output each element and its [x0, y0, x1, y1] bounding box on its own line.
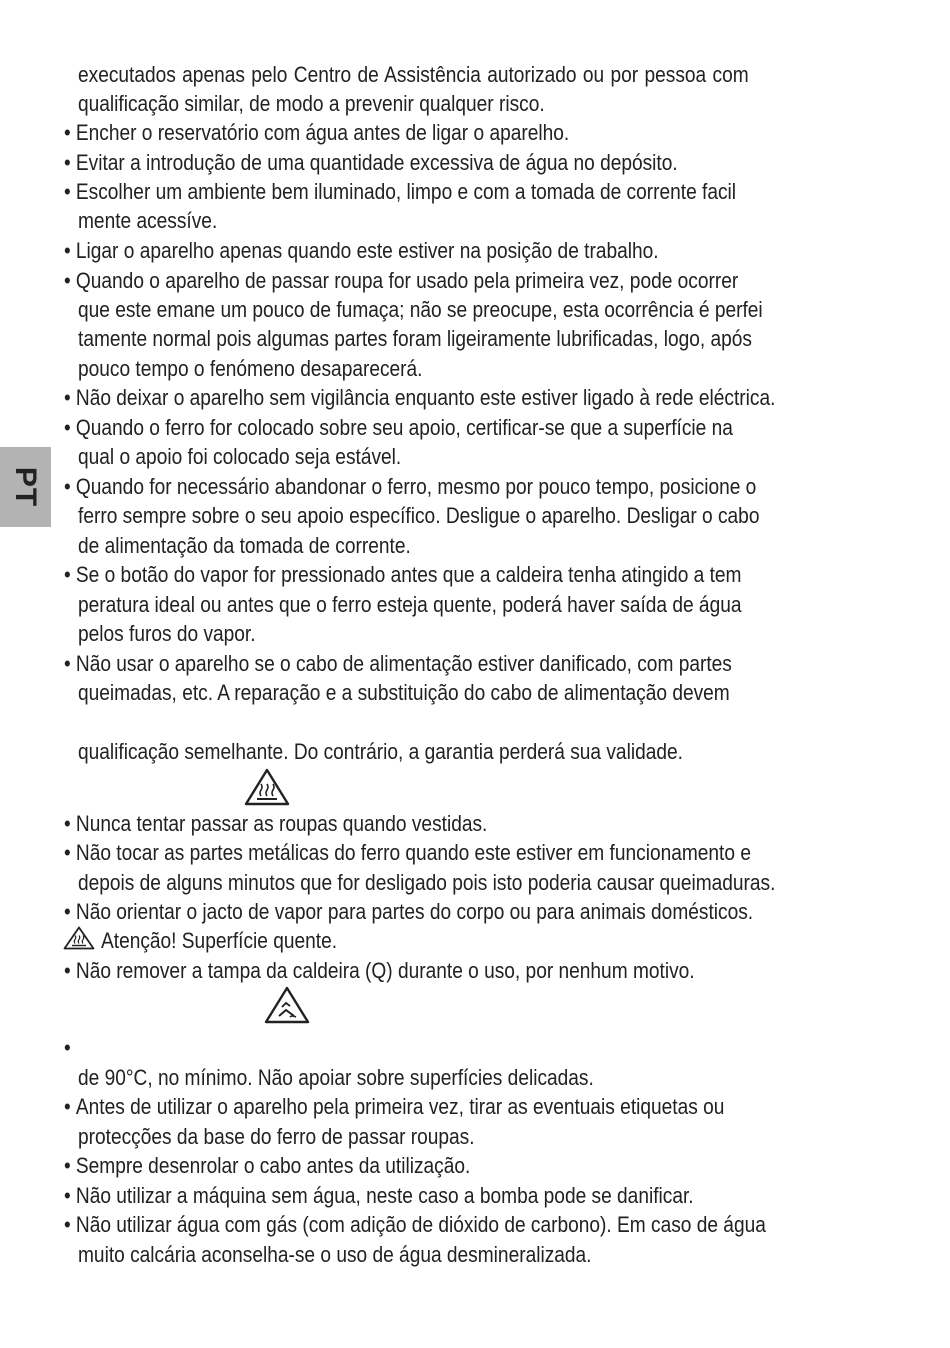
list-item-bullet: •	[64, 1035, 71, 1060]
hand-burn-warning-icon	[264, 986, 310, 1024]
text-line: queimadas, etc. A reparação e a substituição do cabo de alimentação devem	[78, 680, 730, 705]
text-line: de alimentação da tomada de corrente.	[78, 533, 411, 558]
text-line: Atenção! Superfície quente.	[101, 928, 338, 953]
list-item: • Não utilizar água com gás (com adição de dióxido de carbono). Em caso de água	[64, 1212, 766, 1237]
list-item: • Encher o reservatório com água antes de ligar o aparelho.	[64, 120, 570, 145]
language-tab	[0, 447, 51, 527]
text-line: ferro sempre sobre o seu apoio específico. Desligue o aparelho. Desligar o cabo	[78, 503, 760, 528]
list-item: • Sempre desenrolar o cabo antes da utilização.	[64, 1153, 471, 1178]
list-item: • Não orientar o jacto de vapor para partes do corpo ou para animais domésticos.	[64, 899, 754, 924]
text-line: muito calcária aconselha-se o uso de água desmineralizada.	[78, 1242, 592, 1267]
language-tab-label: PT	[9, 466, 43, 508]
text-line: qualificação similar, de modo a prevenir qualquer risco.	[78, 91, 545, 116]
list-item: • Nunca tentar passar as roupas quando vestidas.	[64, 811, 488, 836]
text-line: qual o apoio foi colocado seja estável.	[78, 444, 402, 469]
list-item: • Ligar o aparelho apenas quando este estiver na posição de trabalho.	[64, 238, 659, 263]
list-item: • Não usar o aparelho se o cabo de alimentação estiver danificado, com partes	[64, 651, 732, 676]
text-line: depois de alguns minutos que for desligado pois isto poderia causar queimaduras.	[78, 870, 776, 895]
text-line: tamente normal pois algumas partes foram ligeiramente lubrificadas, logo, após	[78, 326, 752, 351]
text-line: pouco tempo o fenómeno desaparecerá.	[78, 356, 423, 381]
text-line: de 90°C, no mínimo. Não apoiar sobre superfícies delicadas.	[78, 1065, 594, 1090]
text-line: pelos furos do vapor.	[78, 621, 256, 646]
list-item: • Antes de utilizar o aparelho pela primeira vez, tirar as eventuais etiquetas ou	[64, 1094, 725, 1119]
list-item: • Quando o aparelho de passar roupa for usado pela primeira vez, pode ocorrer	[64, 268, 739, 293]
list-item: • Não deixar o aparelho sem vigilância enquanto este estiver ligado à rede eléctrica.	[64, 385, 776, 410]
text-line: peratura ideal ou antes que o ferro esteja quente, poderá haver saída de água	[78, 592, 742, 617]
text-line: mente acessíve.	[78, 208, 218, 233]
hot-surface-small-icon	[63, 926, 95, 950]
text-line: protecções da base do ferro de passar roupas.	[78, 1124, 475, 1149]
list-item: • Se o botão do vapor for pressionado antes que a caldeira tenha atingido a tem	[64, 562, 742, 587]
list-item: • Não remover a tampa da caldeira (Q) durante o uso, por nenhum motivo.	[64, 958, 695, 983]
list-item: • Quando for necessário abandonar o ferro, mesmo por pouco tempo, posicione o	[64, 474, 757, 499]
list-item: • Escolher um ambiente bem iluminado, limpo e com a tomada de corrente facil	[64, 179, 737, 204]
text-line: qualificação semelhante. Do contrário, a garantia perderá sua validade.	[78, 739, 683, 764]
hot-surface-warning-icon	[244, 768, 290, 806]
list-item: • Não tocar as partes metálicas do ferro quando este estiver em funcionamento e	[64, 840, 751, 865]
list-item: • Não utilizar a máquina sem água, neste caso a bomba pode se danificar.	[64, 1183, 694, 1208]
text-line: que este emane um pouco de fumaça; não se preocupe, esta ocorrência é perfei	[78, 297, 763, 322]
list-item: • Quando o ferro for colocado sobre seu apoio, certificar-se que a superfície na	[64, 415, 733, 440]
list-item: • Evitar a introdução de uma quantidade excessiva de água no depósito.	[64, 150, 678, 175]
text-line: executados apenas pelo Centro de Assistência autorizado ou por pessoa com	[78, 62, 749, 87]
